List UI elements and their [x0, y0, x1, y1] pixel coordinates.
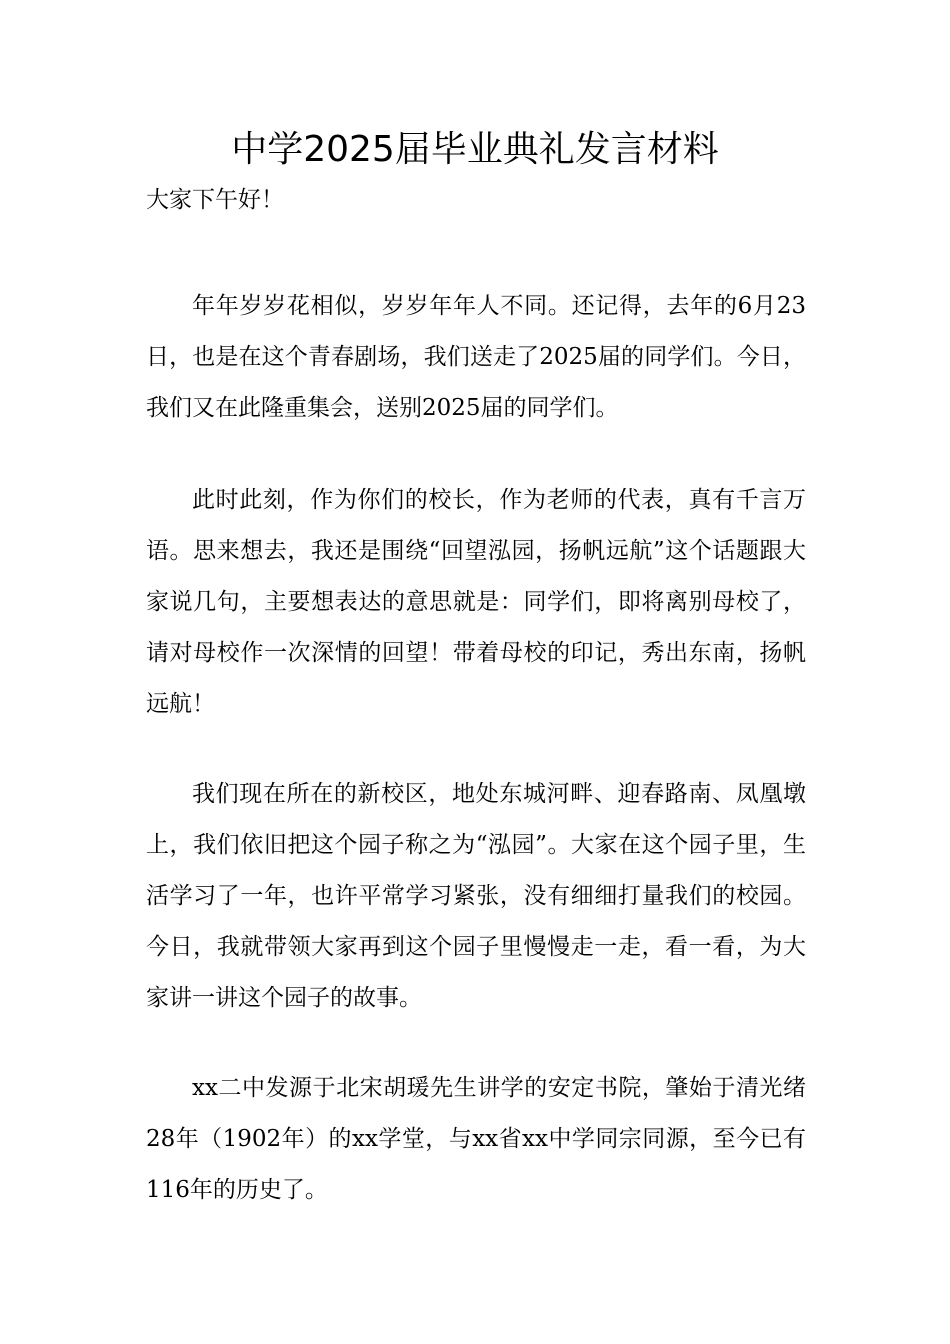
paragraph-1: 年年岁岁花相似，岁岁年年人不同。还记得，去年的6月23日，也是在这个青春剧场，我们送走了2025届的同学们。今日，我们又在此隆重集会，送别2025届的同学们。 — [146, 293, 806, 421]
paragraph-4: xx二中发源于北宋胡瑗先生讲学的安定书院，肇始于清光绪28年（1902年）的xx学堂，与xx省xx中学同宗同源，至今已有116年的历史了。 — [146, 1075, 806, 1203]
greeting-line: 大家下午好！ — [146, 187, 284, 213]
paragraph-3: 我们现在所在的新校区，地处东城河畔、迎春路南、凤凰墩上，我们依旧把这个园子称之为“泓园”。大家在这个园子里，生活学习了一年，也许平常学习紧张，没有细细打量我们的校园。今日，我就带领大家再到这个园子里慢慢走一走，看一看，为大家讲一讲这个园子的故事。 — [146, 781, 806, 1011]
document-title: 中学2025届毕业典礼发言材料 — [231, 129, 719, 170]
paragraph-2: 此时此刻，作为你们的校长，作为老师的代表，真有千言万语。思来想去，我还是围绕“回望泓园，扬帆远航”这个话题跟大家说几句，主要想表达的意思就是：同学们，即将离别母校了，请对母校作一次深情的回望！带着母校的印记，秀出东南，扬帆远航！ — [146, 487, 806, 717]
